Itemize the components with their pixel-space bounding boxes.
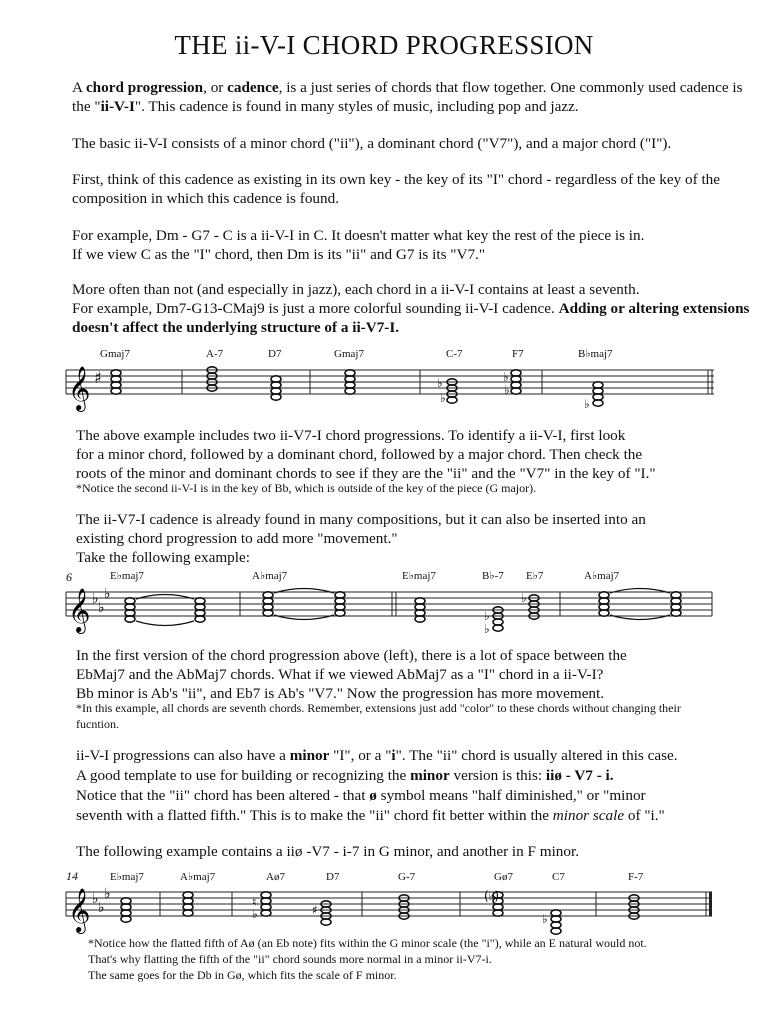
chord-label: A-7 — [206, 348, 224, 360]
chord-noteheads — [121, 892, 639, 934]
bold-term: ii-V-I — [100, 98, 135, 115]
chord-ebmaj7 — [121, 898, 131, 922]
bold-term: minor — [289, 747, 330, 764]
chord-bbmaj7 — [593, 382, 603, 406]
svg-text:♭: ♭ — [92, 591, 99, 607]
italic-term: minor scale — [552, 807, 625, 824]
chord-label: C-7 — [446, 348, 463, 360]
example-paragraph — [72, 226, 752, 264]
page-title: THE ii-V-I CHORD PROGRESSION — [174, 30, 594, 60]
chord-ebmaj7-3 — [415, 598, 425, 622]
text-run: symbol means "half diminished," or "minor — [376, 787, 646, 804]
chord-f7 — [511, 370, 521, 394]
chord-labels — [110, 570, 620, 582]
text-line: More often than not (and especially in jazz), each chord in a ii-V-I contains at least a seventh. — [72, 281, 640, 298]
staff-lines — [66, 370, 714, 394]
text-run: ". This cadence is found in many styles of music, including pop and jazz. — [134, 98, 579, 115]
svg-text:♭: ♭ — [104, 586, 111, 602]
svg-text:♭: ♭ — [584, 397, 590, 411]
tie-arcs — [136, 589, 670, 626]
text-line: for a minor chord, followed by a dominant chord, followed by a major chord. Then check the — [76, 446, 643, 463]
text-line: existing chord progression to add more "movement." — [76, 530, 398, 547]
text-run: A good template to use for building or recognizing the — [76, 767, 411, 784]
chord-c7 — [551, 910, 561, 934]
chord-label: E♭maj7 — [110, 570, 144, 582]
chord-labels — [110, 871, 644, 883]
sevenths-paragraph — [72, 280, 752, 337]
chord-a-7 — [207, 367, 217, 391]
final-barline — [709, 892, 712, 916]
svg-text:♭: ♭ — [440, 391, 446, 405]
measure-number: 6 — [66, 570, 72, 584]
basic-definition-paragraph: The basic ii-V-I consists of a minor chord ("ii"), a dominant chord ("V7"), and a major chord ("I"). — [72, 135, 672, 152]
svg-text:♭: ♭ — [98, 900, 105, 916]
chord-noteheads — [125, 589, 681, 632]
treble-clef-icon: 𝄞 — [68, 366, 91, 410]
text-line: The same goes for the Db in Gø, which fits the scale of F minor. — [88, 968, 397, 982]
bold-formula: iiø - V7 - i. — [545, 767, 614, 784]
chord-abmaj7 — [263, 592, 273, 616]
text-line: Take the following example: — [76, 549, 250, 566]
accidental-icons — [437, 370, 590, 411]
svg-text:♮: ♮ — [252, 895, 257, 909]
chord-abmaj7-4 — [671, 592, 681, 616]
half-diminished-symbol: ø — [369, 787, 377, 804]
text-line: If we view C as the "I" chord, then Dm is its "ii" and G7 is its "V7." — [72, 246, 486, 263]
chord-label: C7 — [552, 871, 565, 883]
text-run: A — [72, 79, 86, 96]
chord-label: Aø7 — [266, 871, 285, 883]
chord-label: D7 — [326, 871, 340, 883]
text-run: of "i." — [624, 807, 665, 824]
chord-label: E♭maj7 — [110, 871, 144, 883]
chord-label: A♭maj7 — [584, 570, 620, 582]
chord-gmaj7-2 — [345, 370, 355, 394]
footnote-1: *Notice the second ii-V-I is in the key of Bb, which is outside of the key of the piece (G major). — [76, 481, 537, 495]
chord-label: E♭maj7 — [402, 570, 436, 582]
chord-g-7 — [399, 895, 409, 919]
chord-g-half-dim7 — [493, 892, 503, 916]
chord-d7 — [271, 376, 281, 400]
measure-number: 14 — [66, 869, 78, 883]
chord-noteheads — [111, 367, 603, 406]
key-signature-flats — [92, 886, 111, 916]
bold-term: cadence — [227, 79, 279, 96]
svg-text:♭: ♭ — [504, 383, 510, 397]
svg-text:♭: ♭ — [437, 376, 443, 390]
text-run: ". The "ii" chord is usually altered in this case. — [395, 747, 678, 764]
chord-label: E♭7 — [526, 570, 544, 582]
staff-lines — [66, 592, 712, 616]
chord-label: G-7 — [398, 871, 416, 883]
text-line: The ii-V7-I cadence is already found in many compositions, but it can also be inserted into an — [76, 511, 646, 528]
chord-label: B♭-7 — [482, 570, 504, 582]
text-run: Notice that the "ii" chord has been altered - that — [76, 787, 370, 804]
chord-abmaj7 — [183, 892, 193, 916]
bold-term: chord progression — [85, 79, 204, 96]
text-line: The above example includes two ii-V7-I chord progressions. To identify a ii-V-I, first look — [76, 427, 626, 444]
treble-clef-icon: 𝄞 — [68, 588, 91, 632]
accidental-icons — [252, 889, 548, 926]
text-line: roots of the minor and dominant chords to see if they are the "ii" and the "V7" in the key of "I." — [76, 465, 656, 482]
footnote-3 — [88, 935, 758, 983]
svg-text:♭: ♭ — [484, 622, 490, 636]
chord-label: Gmaj7 — [334, 348, 364, 360]
text-run: For example, Dm7-G13-CMaj9 is just a more colorful sounding ii-V-I cadence. — [72, 300, 559, 317]
text-line: *Notice how the flatted fifth of Aø (an Eb note) fits within the G minor scale (the "i"), while an E natural would not. — [88, 936, 647, 950]
text-run: , is a just series of chords that flow together. One commonly used cadence is the " — [72, 79, 743, 115]
bold-statement: Adding or altering extensions doesn't affect the underlying structure of a ii-V7-I. — [72, 300, 750, 336]
chord-f-7 — [629, 895, 639, 919]
insertion-paragraph — [76, 510, 756, 567]
text-run: "I", or a " — [329, 747, 392, 764]
svg-text:♭: ♭ — [503, 370, 509, 384]
accidental-icons — [484, 591, 527, 636]
chord-label: D7 — [268, 348, 282, 360]
svg-text:♭: ♭ — [542, 912, 548, 926]
text-run: version is this: — [449, 767, 546, 784]
intro-paragraph — [72, 78, 752, 116]
key-signature-flats — [92, 586, 111, 616]
explanation-paragraph — [76, 426, 756, 483]
chord-eb7 — [529, 595, 539, 619]
chord-label: F7 — [512, 348, 524, 360]
chord-ebmaj7-tied — [195, 598, 205, 622]
chord-ebmaj7 — [125, 598, 135, 622]
chord-abmaj7-3 — [599, 592, 609, 616]
chord-label: Gmaj7 — [100, 348, 130, 360]
bold-term: minor — [410, 767, 450, 784]
staff-lines — [66, 892, 712, 916]
chord-bb-7 — [493, 607, 503, 631]
chord-gmaj7 — [111, 370, 121, 394]
chord-label: B♭maj7 — [578, 348, 613, 360]
sharp-icon: ♯ — [94, 368, 102, 387]
chord-label: A♭maj7 — [252, 570, 288, 582]
text-line: Bb minor is Ab's "ii", and Eb7 is Ab's "V7." Now the progression has more movement. — [76, 685, 605, 702]
text-run: , or — [203, 79, 228, 96]
text-line: EbMaj7 and the AbMaj7 chords. What if we viewed AbMaj7 as a "I" chord in a ii-V-I? — [76, 666, 604, 683]
minor-example-paragraph: The following example contains a iiø -V7 - i-7 in G minor, and another in F minor. — [76, 843, 580, 860]
chord-c-7 — [447, 379, 457, 403]
svg-text:(♭): (♭) — [484, 889, 500, 903]
chord-label: Gø7 — [494, 871, 513, 883]
footnote-2: *In this example, all chords are seventh chords. Remember, extensions just add "color" to these chords without changing their fucntion. — [76, 701, 681, 731]
text-line: That's why flatting the fifth of the "ii" chord sounds more normal in a minor ii-V7-i. — [88, 952, 492, 966]
text-line: For example, Dm - G7 - C is a ii-V-I in C. It doesn't matter what key the rest of the piece is in. — [72, 227, 645, 244]
treble-clef-icon: 𝄞 — [68, 888, 91, 932]
own-key-paragraph: First, think of this cadence as existing in its own key - the key of its "I" chord - regardless of the key of the composition in which this cadence is found. — [72, 171, 721, 207]
svg-text:♭: ♭ — [484, 609, 490, 623]
svg-text:♭: ♭ — [92, 891, 99, 907]
chord-label: A♭maj7 — [180, 871, 216, 883]
chord-abmaj7-tied — [335, 592, 345, 616]
chord-d7 — [321, 901, 331, 925]
svg-text:♭: ♭ — [104, 886, 111, 902]
analysis-paragraph — [76, 646, 756, 703]
svg-text:♭: ♭ — [98, 600, 105, 616]
text-run: ii-V-I progressions can also have a — [76, 747, 290, 764]
bold-term: i — [391, 747, 396, 764]
svg-text:♭: ♭ — [252, 907, 258, 921]
chord-labels — [100, 348, 613, 360]
chord-a-half-dim7 — [261, 892, 271, 916]
text-run: seventh with a flatted fifth." This is to make the "ii" chord fit better within the — [76, 807, 553, 824]
svg-text:♭: ♭ — [521, 591, 527, 605]
text-line: In the first version of the chord progression above (left), there is a lot of space between the — [76, 647, 627, 664]
minor-paragraph — [76, 746, 756, 826]
chord-label: F-7 — [628, 871, 644, 883]
svg-text:♯: ♯ — [312, 903, 318, 917]
